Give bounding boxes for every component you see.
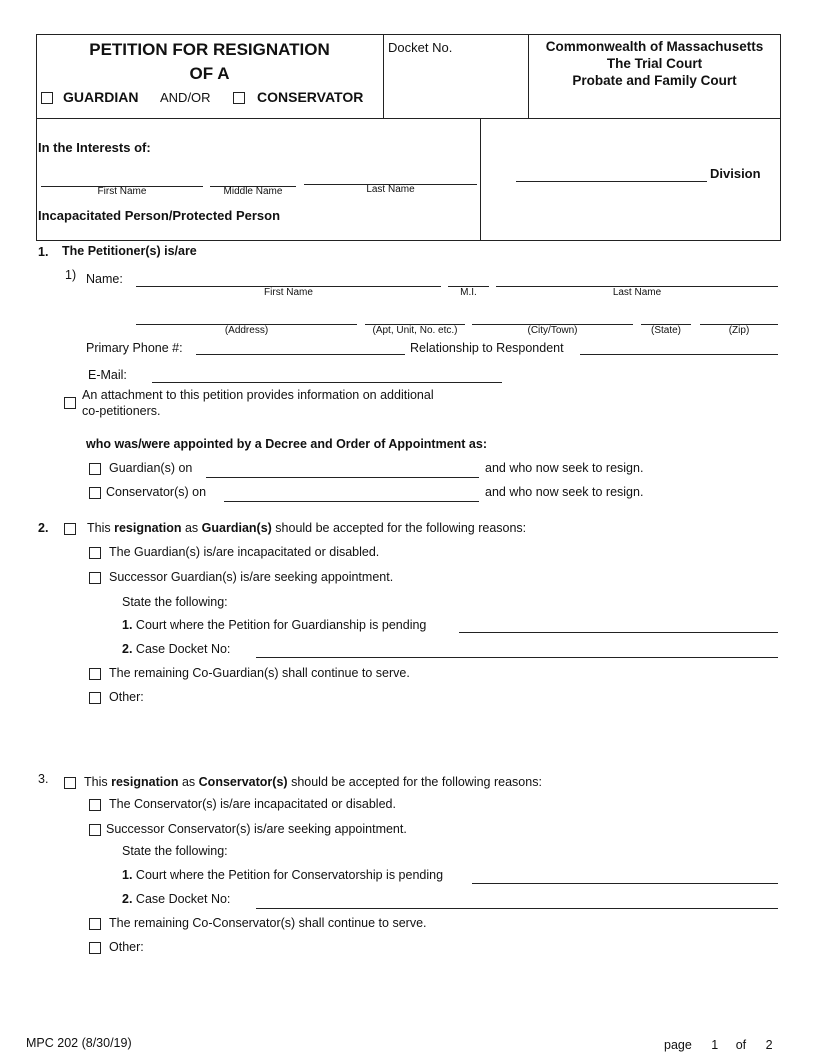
guardian-state-following: State the following: xyxy=(122,595,228,609)
conservator-type-label: CONSERVATOR xyxy=(257,89,364,105)
appointed-heading: who was/were appointed by a Decree and Order of Appointment as: xyxy=(86,437,488,451)
court-line-2: The Trial Court xyxy=(606,56,703,71)
section2-lead-post: should be accepted for the following reasons: xyxy=(275,521,527,535)
court-name xyxy=(528,38,781,89)
petitioner-last-name-caption: Last Name xyxy=(612,287,662,298)
guardian-type-checkbox[interactable] xyxy=(41,92,53,104)
interests-label: In the Interests of: xyxy=(38,140,151,155)
division-field[interactable] xyxy=(516,181,707,182)
conservator-docket-text: Case Docket No: xyxy=(135,892,231,906)
division-label: Division xyxy=(710,166,761,181)
section3-lead-bold2: Conservator(s) xyxy=(198,775,288,789)
guardian-date-field[interactable] xyxy=(206,477,479,478)
conservator-reason3-checkbox[interactable] xyxy=(89,918,101,930)
conservator-reason1-label: The Conservator(s) is/are incapacitated or disabled. xyxy=(109,797,396,811)
apt-caption: (Apt, Unit, No. etc.) xyxy=(372,325,458,336)
conservator-resign-text: and who now seek to resign. xyxy=(485,485,644,499)
form-title-line2: OF A xyxy=(189,64,230,83)
phone-field[interactable] xyxy=(196,354,405,355)
section2-lead-bold2: Guardian(s) xyxy=(201,521,272,535)
first-name-caption: First Name xyxy=(97,186,147,197)
section2-lead-bold1: resignation xyxy=(114,521,182,535)
phone-label: Primary Phone #: xyxy=(86,341,183,355)
guardian-type-label: GUARDIAN xyxy=(63,89,139,105)
guardian-reason1-label: The Guardian(s) is/are incapacitated or disabled. xyxy=(109,545,380,559)
conservator-reason2-label: Successor Conservator(s) is/are seeking appointment. xyxy=(106,822,407,836)
appointed-conservator-label: Conservator(s) on xyxy=(106,485,207,499)
header-divider-1 xyxy=(383,34,384,119)
petitioner-name-label: Name: xyxy=(86,272,123,286)
guardian-reason1-checkbox[interactable] xyxy=(89,547,101,559)
guardian-other-label: Other: xyxy=(109,690,144,704)
interests-divider xyxy=(480,118,481,241)
section2-checkbox[interactable] xyxy=(64,523,76,535)
attachment-text xyxy=(82,387,434,419)
guardian-docket-field[interactable] xyxy=(256,657,778,658)
conservator-reason3-label: The remaining Co-Conservator(s) shall continue to serve. xyxy=(109,916,427,930)
state-caption: (State) xyxy=(650,325,681,336)
conservator-reason1-checkbox[interactable] xyxy=(89,799,101,811)
section2-lead-mid: as xyxy=(184,521,199,535)
section1-title: The Petitioner(s) is/are xyxy=(62,244,197,258)
appointed-conservator-checkbox[interactable] xyxy=(89,487,101,499)
conservator-other-checkbox[interactable] xyxy=(89,942,101,954)
of-word: of xyxy=(735,1038,747,1052)
guardian-court-num: 1. xyxy=(122,618,133,632)
attachment-text-line1: An attachment to this petition provides information on additional xyxy=(82,388,434,402)
petitioner-item-number: 1) xyxy=(65,268,77,282)
zip-caption: (Zip) xyxy=(728,325,750,336)
relationship-label: Relationship to Respondent xyxy=(410,341,564,355)
page-total: 2 xyxy=(765,1038,773,1052)
page-number: 1 xyxy=(711,1038,719,1052)
last-name-caption: Last Name xyxy=(366,184,415,195)
section2-number: 2. xyxy=(38,521,49,535)
appointed-guardian-label: Guardian(s) on xyxy=(109,461,193,475)
appointed-guardian-checkbox[interactable] xyxy=(89,463,101,475)
section2-lead-pre: This xyxy=(87,521,111,535)
conservator-court-num: 1. xyxy=(122,868,133,882)
andor-label: AND/OR xyxy=(160,90,211,105)
guardian-other-checkbox[interactable] xyxy=(89,692,101,704)
section3-lead-mid: as xyxy=(181,775,196,789)
section3-lead-post: should be accepted for the following reasons: xyxy=(291,775,542,789)
guardian-court-field[interactable] xyxy=(459,632,778,633)
attachment-text-line2: co-petitioners. xyxy=(82,404,161,418)
conservator-court-field[interactable] xyxy=(472,883,778,884)
conservator-state-following: State the following: xyxy=(122,844,228,858)
court-line-3: Probate and Family Court xyxy=(572,73,737,88)
attachment-checkbox[interactable] xyxy=(64,397,76,409)
petitioner-first-name-caption: First Name xyxy=(264,287,313,298)
section2-lead xyxy=(87,521,526,535)
person-type-label: Incapacitated Person/Protected Person xyxy=(38,208,281,223)
section3-lead xyxy=(84,775,542,789)
address-caption: (Address) xyxy=(224,325,269,336)
section3-lead-bold1: resignation xyxy=(111,775,179,789)
guardian-docket-text: Case Docket No: xyxy=(135,642,231,656)
guardian-court-line xyxy=(122,618,426,632)
guardian-reason3-checkbox[interactable] xyxy=(89,668,101,680)
petitioner-mi-caption: M.I. xyxy=(460,287,477,298)
form-title-line1: PETITION FOR RESIGNATION xyxy=(89,40,330,59)
section3-checkbox[interactable] xyxy=(64,777,76,789)
guardian-docket-line xyxy=(122,642,230,656)
conservator-type-checkbox[interactable] xyxy=(233,92,245,104)
form-title xyxy=(36,38,383,86)
conservator-reason2-checkbox[interactable] xyxy=(89,824,101,836)
page-indicator xyxy=(664,1038,773,1052)
city-caption: (City/Town) xyxy=(527,325,578,336)
conservator-date-field[interactable] xyxy=(224,501,479,502)
email-field[interactable] xyxy=(152,382,502,383)
guardian-reason2-checkbox[interactable] xyxy=(89,572,101,584)
court-line-1: Commonwealth of Massachusetts xyxy=(545,39,764,54)
section3-lead-pre: This xyxy=(84,775,108,789)
conservator-docket-field[interactable] xyxy=(256,908,778,909)
middle-name-caption: Middle Name xyxy=(223,186,283,197)
guardian-reason3-label: The remaining Co-Guardian(s) shall continue to serve. xyxy=(109,666,410,680)
docket-label: Docket No. xyxy=(388,40,453,55)
guardian-reason2-label: Successor Guardian(s) is/are seeking appointment. xyxy=(109,570,394,584)
guardian-docket-num: 2. xyxy=(122,642,133,656)
guardian-court-text: Court where the Petition for Guardianship is pending xyxy=(135,618,427,632)
section1-number: 1. xyxy=(38,245,49,259)
conservator-docket-line xyxy=(122,892,230,906)
conservator-other-label: Other: xyxy=(109,940,144,954)
relationship-field[interactable] xyxy=(580,354,778,355)
form-id: MPC 202 (8/30/19) xyxy=(26,1036,132,1050)
conservator-docket-num: 2. xyxy=(122,892,133,906)
section3-number: 3. xyxy=(38,772,49,786)
page-word: page xyxy=(664,1038,692,1052)
email-label: E-Mail: xyxy=(88,368,127,382)
conservator-court-line xyxy=(122,868,443,882)
conservator-court-text: Court where the Petition for Conservatorship is pending xyxy=(135,868,444,882)
guardian-resign-text: and who now seek to resign. xyxy=(485,461,644,475)
